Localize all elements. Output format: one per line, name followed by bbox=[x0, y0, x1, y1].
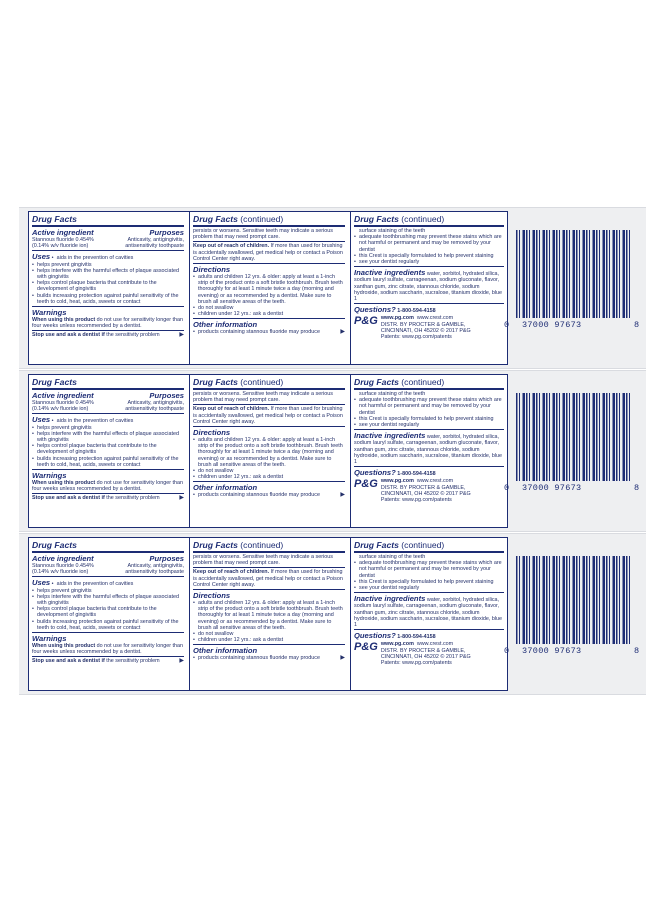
uses-item: • builds increasing protection against painful sensitivity of the teeth to cold, heat, acids, sweets or contact bbox=[32, 293, 184, 305]
inactive-ingredients-text: water, sorbitol, hydrated silica, sodium lauryl sulfate, carrageenan, sodium gluconate, flavor, xanthan gum, zinc citrate, stannous chloride, sodium hydroxide, sodium saccharin, sucralose, titanium dioxide, blue 1 bbox=[354, 434, 503, 466]
continued-label: (continued) bbox=[240, 377, 284, 387]
barcode-digit-first: 0 bbox=[504, 646, 510, 656]
directions-item: • children under 12 yrs.: ask a dentist bbox=[193, 637, 345, 643]
directions-item: • do not swallow bbox=[193, 305, 345, 311]
drug-facts-box bbox=[28, 374, 508, 528]
uses-heading: Uses bbox=[32, 252, 51, 262]
continued-label: (continued) bbox=[240, 540, 284, 550]
keep-out-bold: Keep out of reach of children. bbox=[193, 406, 270, 413]
uses-item: • helps interfere with the harmful effects of plaque associated with gingivitis bbox=[32, 431, 184, 443]
info-item: • adequate toothbrushing may prevent these stains which are not harmful or permanent and may be removed by your dentist bbox=[354, 397, 504, 416]
continue-arrow-icon: ▶ bbox=[340, 329, 345, 336]
uses-item: • aids in the prevention of cavities bbox=[52, 255, 134, 261]
pg-website: www.pg.com bbox=[380, 641, 414, 648]
continued-label: (continued) bbox=[401, 540, 445, 550]
patents-text: Patents: www.pg.com/patents bbox=[380, 660, 452, 667]
continued-label: (continued) bbox=[401, 377, 445, 387]
directions-heading: Directions bbox=[193, 428, 231, 438]
sensitivity-text: persists or worsens. Sensitive teeth may indicate a serious problem that may need prompt care. bbox=[193, 554, 333, 567]
drug-facts-column-1 bbox=[29, 375, 187, 527]
other-information-heading: Other information bbox=[193, 320, 258, 330]
uses-item: • builds increasing protection against painful sensitivity of the teeth to cold, heat, acids, sweets or contact bbox=[32, 456, 184, 468]
uses-item: • builds increasing protection against painful sensitivity of the teeth to cold, heat, acids, sweets or contact bbox=[32, 619, 184, 631]
warning-bold: When using this product bbox=[32, 480, 96, 487]
uses-item: • aids in the prevention of cavities bbox=[52, 581, 134, 587]
uses-heading: Uses bbox=[32, 578, 51, 588]
pg-logo: P&G bbox=[354, 315, 378, 328]
continue-arrow-icon: ▶ bbox=[179, 332, 184, 339]
barcode-bars bbox=[516, 393, 631, 481]
directions-heading: Directions bbox=[193, 591, 231, 601]
barcode-digits: 37000 97673 bbox=[522, 646, 582, 656]
continued-label: (continued) bbox=[401, 214, 445, 224]
info-item: • see your dentist regularly bbox=[354, 259, 504, 265]
directions-item: • children under 12 yrs.: ask a dentist bbox=[193, 474, 345, 480]
uses-item: • helps prevent gingivitis bbox=[32, 262, 184, 268]
stop-use-bold: Stop use and ask a dentist if bbox=[32, 332, 105, 339]
barcode-bars bbox=[516, 556, 631, 644]
drug-facts-title: Drug Facts bbox=[354, 377, 399, 387]
barcode-digits: 37000 97673 bbox=[522, 483, 582, 493]
other-information-item bbox=[193, 329, 345, 335]
drug-facts-column-1 bbox=[29, 212, 187, 364]
drug-facts-box bbox=[28, 211, 508, 365]
drug-facts-column-2 bbox=[189, 538, 348, 690]
drug-facts-title: Drug Facts bbox=[354, 214, 399, 224]
barcode bbox=[504, 556, 640, 656]
barcode-digit-first: 0 bbox=[504, 320, 510, 330]
phone-number: 1-800-594-4158 bbox=[397, 308, 436, 315]
sensitivity-text: persists or worsens. Sensitive teeth may indicate a serious problem that may need prompt care. bbox=[193, 228, 333, 241]
warning-text: do not use for sensitivity longer than four weeks unless recommended by a dentist. bbox=[32, 480, 183, 493]
carton-panel bbox=[19, 533, 646, 695]
continued-label: (continued) bbox=[240, 214, 284, 224]
uses-item: • helps prevent gingivitis bbox=[32, 425, 184, 431]
drug-facts-box bbox=[28, 537, 508, 691]
uses-heading: Uses bbox=[32, 415, 51, 425]
inactive-ingredients-heading: Inactive ingredients bbox=[354, 268, 426, 278]
drug-facts-title: Drug Facts bbox=[32, 540, 184, 553]
distributor-text: DISTR. BY PROCTER & GAMBLE, bbox=[380, 647, 466, 654]
city-text: CINCINNATI, OH 45202 bbox=[380, 653, 439, 660]
active-ingredient-heading: Active ingredient bbox=[32, 228, 94, 237]
pg-logo: P&G bbox=[354, 478, 378, 491]
other-information-heading: Other information bbox=[193, 646, 258, 656]
directions-item: • adults and children 12 yrs. & older: apply at least a 1-inch strip of the product onto a soft bristle toothbrush. Brush teeth thoroughly for at least 1 minute twice a day (morning and evening) or as recommended by a dentist. Make sure to brush all sensitive areas of the teeth. bbox=[193, 600, 345, 631]
other-information-heading: Other information bbox=[193, 483, 258, 493]
info-item: • this Crest is specially formulated to help prevent staining bbox=[354, 579, 504, 585]
active-ingredient-line: Stannous fluoride 0.454% bbox=[32, 237, 94, 243]
drug-facts-title: Drug Facts bbox=[193, 377, 238, 387]
directions-item: • do not swallow bbox=[193, 631, 345, 637]
other-information-text: products containing stannous fluoride may produce bbox=[198, 492, 320, 499]
directions-item: • do not swallow bbox=[193, 468, 345, 474]
staining-text: surface staining of the teeth bbox=[359, 554, 426, 560]
keep-out-bold: Keep out of reach of children. bbox=[193, 243, 270, 250]
drug-facts-column-3 bbox=[350, 212, 510, 364]
drug-facts-title: Drug Facts bbox=[193, 214, 238, 224]
keep-out-bold: Keep out of reach of children. bbox=[193, 569, 270, 576]
barcode-digit-last: 8 bbox=[634, 320, 640, 330]
other-information-text: products containing stannous fluoride may produce bbox=[198, 329, 320, 336]
stop-use-bold: Stop use and ask a dentist if bbox=[32, 658, 105, 665]
drug-facts-title: Drug Facts bbox=[32, 214, 184, 227]
continue-arrow-icon: ▶ bbox=[340, 492, 345, 499]
continue-arrow-icon: ▶ bbox=[340, 655, 345, 662]
barcode-digit-last: 8 bbox=[634, 483, 640, 493]
distributor-text: DISTR. BY PROCTER & GAMBLE, bbox=[380, 321, 466, 328]
staining-text: surface staining of the teeth bbox=[359, 228, 426, 234]
questions-heading: Questions? bbox=[354, 631, 396, 641]
inactive-ingredients-heading: Inactive ingredients bbox=[354, 594, 426, 604]
pg-logo: P&G bbox=[354, 641, 378, 654]
inactive-ingredients-text: water, sorbitol, hydrated silica, sodium lauryl sulfate, carrageenan, sodium gluconate, flavor, xanthan gum, zinc citrate, stannous chloride, sodium hydroxide, sodium saccharin, sucralose, titanium dioxide, blue 1 bbox=[354, 271, 503, 303]
active-ingredient-line: (0.14% w/v fluoride ion) bbox=[32, 569, 89, 576]
info-item: • see your dentist regularly bbox=[354, 422, 504, 428]
info-item: • this Crest is specially formulated to help prevent staining bbox=[354, 416, 504, 422]
distributor-text: DISTR. BY PROCTER & GAMBLE, bbox=[380, 484, 466, 491]
barcode-digits: 37000 97673 bbox=[522, 320, 582, 330]
carton-panel bbox=[19, 207, 646, 369]
barcode bbox=[504, 230, 640, 330]
active-ingredient-heading: Active ingredient bbox=[32, 391, 94, 400]
uses-item: • helps prevent gingivitis bbox=[32, 588, 184, 594]
stop-use-text: the sensitivity problem bbox=[104, 332, 160, 339]
drug-facts-column-2 bbox=[189, 212, 348, 364]
active-ingredient-line: Stannous fluoride 0.454% bbox=[32, 400, 94, 406]
stop-use-bold: Stop use and ask a dentist if bbox=[32, 495, 105, 502]
keep-out-text: If more than used for brushing is accidentally swallowed, get medical help or contact a Poison Control Center right away. bbox=[193, 569, 343, 588]
directions-heading: Directions bbox=[193, 265, 231, 275]
drug-facts-title: Drug Facts bbox=[354, 540, 399, 550]
other-information-item bbox=[193, 655, 345, 661]
directions-item: • adults and children 12 yrs. & older: apply at least a 1-inch strip of the product onto a soft bristle toothbrush. Brush teeth thoroughly for at least 1 minute twice a day (morning and evening) or as recommended by a dentist. Make sure to brush all sensitive areas of the teeth. bbox=[193, 437, 345, 468]
info-item: • adequate toothbrushing may prevent these stains which are not harmful or permanent and may be removed by your dentist bbox=[354, 234, 504, 253]
uses-item: • helps interfere with the harmful effects of plaque associated with gingivitis bbox=[32, 268, 184, 280]
keep-out-text: If more than used for brushing is accidentally swallowed, get medical help or contact a Poison Control Center right away. bbox=[193, 406, 343, 425]
purposes-heading: Purposes bbox=[149, 391, 184, 400]
barcode-digit-first: 0 bbox=[504, 483, 510, 493]
crest-website: www.crest.com bbox=[416, 478, 454, 485]
drug-facts-column-3 bbox=[350, 375, 510, 527]
drug-facts-title: Drug Facts bbox=[193, 540, 238, 550]
active-ingredient-line: (0.14% w/v fluoride ion) bbox=[32, 406, 89, 413]
purpose-line: Anticavity, antigingivitis, bbox=[127, 563, 184, 569]
barcode bbox=[504, 393, 640, 493]
drug-facts-column-2 bbox=[189, 375, 348, 527]
continue-arrow-icon: ▶ bbox=[179, 495, 184, 502]
carton-panel bbox=[19, 370, 646, 532]
warnings-heading: Warnings bbox=[32, 308, 67, 318]
copyright-text: © 2017 P&G bbox=[440, 490, 471, 497]
info-item: • see your dentist regularly bbox=[354, 585, 504, 591]
purpose-line: Anticavity, antigingivitis, bbox=[127, 400, 184, 406]
directions-item: • adults and children 12 yrs. & older: apply at least a 1-inch strip of the product onto a soft bristle toothbrush. Brush teeth thoroughly for at least 1 minute twice a day (morning and evening) or as recommended by a dentist. Make sure to brush all sensitive areas of the teeth. bbox=[193, 274, 345, 305]
warnings-heading: Warnings bbox=[32, 634, 67, 644]
active-ingredient-line: Stannous fluoride 0.454% bbox=[32, 563, 94, 569]
city-text: CINCINNATI, OH 45202 bbox=[380, 327, 439, 334]
keep-out-text: If more than used for brushing is accidentally swallowed, get medical help or contact a Poison Control Center right away. bbox=[193, 243, 343, 262]
drug-facts-title: Drug Facts bbox=[32, 377, 184, 390]
drug-facts-column-1 bbox=[29, 538, 187, 690]
warning-text: do not use for sensitivity longer than four weeks unless recommended by a dentist. bbox=[32, 317, 183, 330]
warning-text: do not use for sensitivity longer than four weeks unless recommended by a dentist. bbox=[32, 643, 183, 656]
stop-use-text: the sensitivity problem bbox=[104, 658, 160, 665]
active-ingredient-heading: Active ingredient bbox=[32, 554, 94, 563]
copyright-text: © 2017 P&G bbox=[440, 327, 471, 334]
purposes-heading: Purposes bbox=[149, 554, 184, 563]
patents-text: Patents: www.pg.com/patents bbox=[380, 334, 452, 341]
continue-arrow-icon: ▶ bbox=[179, 658, 184, 665]
sensitivity-text: persists or worsens. Sensitive teeth may indicate a serious problem that may need prompt care. bbox=[193, 391, 333, 404]
purpose-line: antisensitivity toothpaste bbox=[125, 243, 184, 250]
warnings-heading: Warnings bbox=[32, 471, 67, 481]
active-ingredient-line: (0.14% w/v fluoride ion) bbox=[32, 243, 89, 250]
uses-item: • aids in the prevention of cavities bbox=[52, 418, 134, 424]
city-text: CINCINNATI, OH 45202 bbox=[380, 490, 439, 497]
directions-item: • children under 12 yrs.: ask a dentist bbox=[193, 311, 345, 317]
phone-number: 1-800-594-4158 bbox=[397, 471, 436, 478]
stop-use-text: the sensitivity problem bbox=[104, 495, 160, 502]
purposes-heading: Purposes bbox=[149, 228, 184, 237]
info-item: • adequate toothbrushing may prevent these stains which are not harmful or permanent and may be removed by your dentist bbox=[354, 560, 504, 579]
purpose-line: antisensitivity toothpaste bbox=[125, 569, 184, 576]
pg-website: www.pg.com bbox=[380, 478, 414, 485]
uses-item: • helps control plaque bacteria that contribute to the development of gingivitis bbox=[32, 280, 184, 292]
barcode-digit-last: 8 bbox=[634, 646, 640, 656]
purpose-line: Anticavity, antigingivitis, bbox=[127, 237, 184, 243]
inactive-ingredients-heading: Inactive ingredients bbox=[354, 431, 426, 441]
questions-heading: Questions? bbox=[354, 305, 396, 315]
other-information-text: products containing stannous fluoride may produce bbox=[198, 655, 320, 662]
pg-website: www.pg.com bbox=[380, 315, 414, 322]
info-item: • this Crest is specially formulated to help prevent staining bbox=[354, 253, 504, 259]
drug-facts-column-3 bbox=[350, 538, 510, 690]
crest-website: www.crest.com bbox=[416, 315, 454, 322]
purpose-line: antisensitivity toothpaste bbox=[125, 406, 184, 413]
phone-number: 1-800-594-4158 bbox=[397, 634, 436, 641]
inactive-ingredients-text: water, sorbitol, hydrated silica, sodium lauryl sulfate, carrageenan, sodium gluconate, flavor, xanthan gum, zinc citrate, stannous chloride, sodium hydroxide, sodium saccharin, sucralose, titanium dioxide, blue 1 bbox=[354, 597, 503, 629]
barcode-bars bbox=[516, 230, 631, 318]
crest-website: www.crest.com bbox=[416, 641, 454, 648]
uses-item: • helps control plaque bacteria that contribute to the development of gingivitis bbox=[32, 606, 184, 618]
uses-item: • helps control plaque bacteria that contribute to the development of gingivitis bbox=[32, 443, 184, 455]
patents-text: Patents: www.pg.com/patents bbox=[380, 497, 452, 504]
questions-heading: Questions? bbox=[354, 468, 396, 478]
warning-bold: When using this product bbox=[32, 643, 96, 650]
copyright-text: © 2017 P&G bbox=[440, 653, 471, 660]
warning-bold: When using this product bbox=[32, 317, 96, 324]
other-information-item bbox=[193, 492, 345, 498]
staining-text: surface staining of the teeth bbox=[359, 391, 426, 397]
uses-item: • helps interfere with the harmful effects of plaque associated with gingivitis bbox=[32, 594, 184, 606]
